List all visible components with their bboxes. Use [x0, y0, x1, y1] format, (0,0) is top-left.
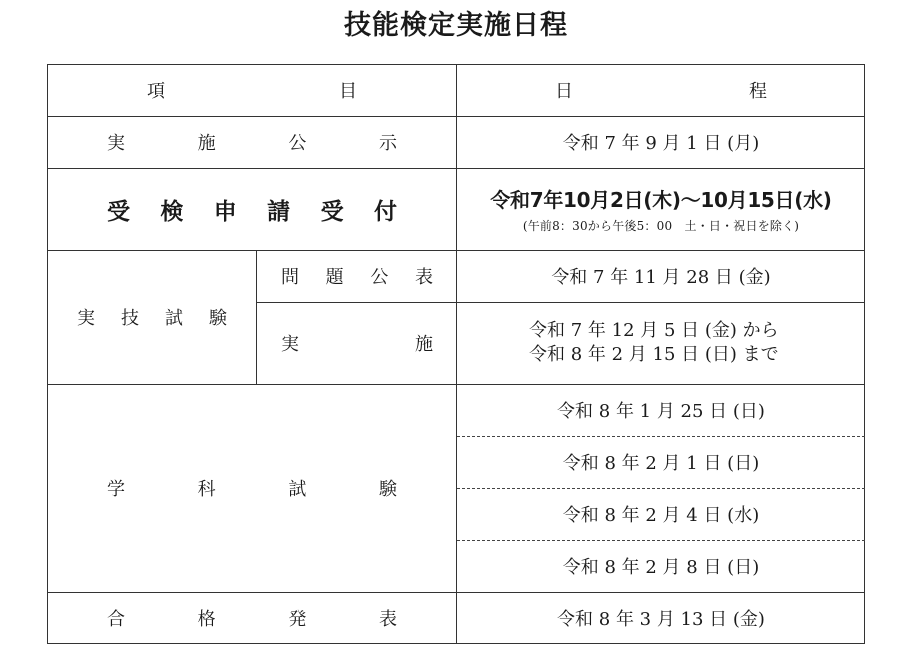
- column-divider: [456, 64, 457, 644]
- announcement-label-char: 施: [197, 133, 216, 154]
- row-divider: [47, 592, 865, 593]
- row-divider: [47, 250, 865, 251]
- practical-conduct-date-line1: 令和 7 年 12 月 5 日 (金) から: [529, 320, 779, 341]
- page-title: 技能検定実施日程: [344, 10, 568, 41]
- results-date-text: 令和 8 年 3 月 13 日 (金): [557, 609, 765, 630]
- practical-sub-publish-char: 題: [325, 267, 344, 288]
- application-label-char: 付: [373, 198, 397, 225]
- practical-label-char: 実: [77, 308, 95, 329]
- application-label-char: 請: [267, 198, 291, 225]
- practical-label-char: 験: [209, 308, 227, 329]
- dashed-divider: [457, 436, 865, 437]
- dashed-divider: [457, 540, 865, 541]
- practical-sub-publish-char: 表: [414, 267, 433, 288]
- results-label-char: 表: [378, 609, 397, 630]
- results-label-char: 格: [197, 609, 216, 630]
- practical-label-char: 技: [121, 308, 139, 329]
- header-schedule-char: 程: [749, 81, 767, 102]
- practical-sub-conduct-char: 施: [415, 334, 433, 355]
- application-label-char: 受: [320, 198, 344, 225]
- practical-sub-publish-char: 問: [281, 267, 299, 288]
- written-date-text: 令和 8 年 2 月 1 日 (日): [562, 453, 760, 474]
- results-label-char: 合: [107, 609, 125, 630]
- header-schedule-char: 日: [555, 81, 573, 102]
- practical-label-char: 試: [165, 308, 183, 329]
- dashed-divider: [457, 488, 865, 489]
- practical-sub-divider: [256, 250, 257, 384]
- application-label-char: 検: [160, 198, 184, 225]
- results-label-char: 発: [288, 609, 307, 630]
- practical-conduct-date-line2: 令和 8 年 2 月 15 日 (日) まで: [529, 344, 779, 365]
- announcement-label-char: 公: [288, 133, 307, 154]
- application-label-char: 受: [107, 198, 130, 225]
- header-item-char: 項: [147, 81, 165, 102]
- written-label-char: 験: [378, 479, 397, 500]
- header-item-char: 目: [339, 81, 357, 102]
- written-label-char: 科: [197, 479, 216, 500]
- row-divider: [47, 168, 865, 169]
- announcement-label-char: 実: [107, 133, 125, 154]
- written-date-text: 令和 8 年 1 月 25 日 (日): [557, 401, 765, 422]
- written-label-char: 試: [288, 479, 307, 500]
- written-label-char: 学: [107, 479, 125, 500]
- schedule-table: [47, 64, 865, 644]
- practical-publish-date-text: 令和 7 年 11 月 28 日 (金): [551, 267, 771, 288]
- row-divider: [257, 302, 865, 303]
- written-date-text: 令和 8 年 2 月 8 日 (日): [562, 557, 760, 578]
- practical-sub-conduct-char: 実: [281, 334, 299, 355]
- application-label-char: 申: [213, 198, 237, 225]
- practical-sub-publish-char: 公: [370, 267, 389, 288]
- written-date-text: 令和 8 年 2 月 4 日 (水): [562, 505, 760, 526]
- row-divider: [47, 384, 865, 385]
- announcement-label-char: 示: [378, 133, 397, 154]
- row-divider: [47, 116, 865, 117]
- announcement-date-text: 令和 7 年 9 月 1 日 (月): [562, 133, 760, 154]
- application-hours-note: (午前8：30から午後5：00 土・日・祝日を除く): [522, 219, 800, 233]
- application-date-text: 令和7年10月2日(木)～10月15日(水): [490, 188, 832, 212]
